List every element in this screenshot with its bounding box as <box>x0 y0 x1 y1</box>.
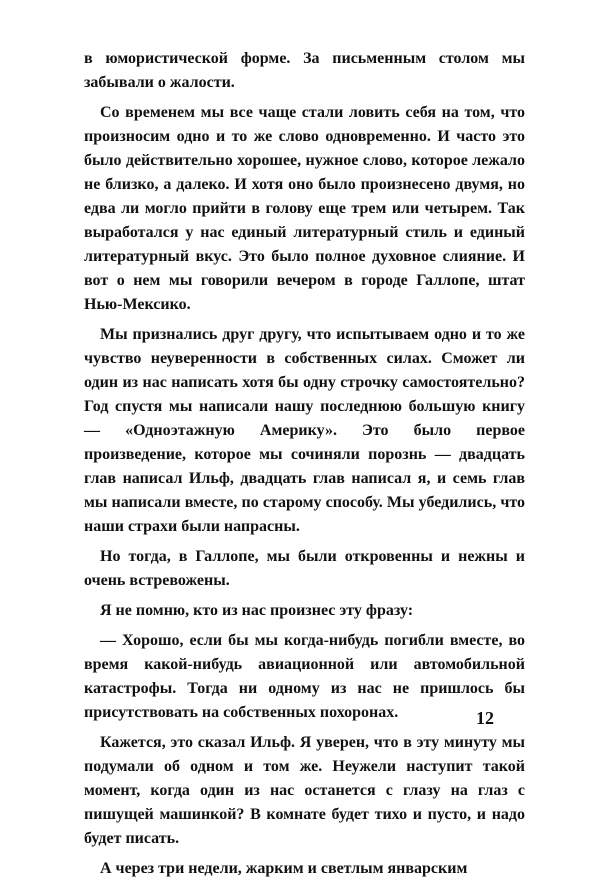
paragraph: Мы признались друг другу, что испытываем одно и то же чувство неуверенности в собственных силах. Сможет ли один из нас написать хотя бы одну строчку самостоятельно? Год спустя мы написали нашу последнюю большую книгу — «Одноэтажную Америку». Это было первое произведение, которое мы сочиняли порознь — двадцать глав написал Ильф, двадцать глав написал я, и семь глав мы написали вместе, по старому способу. Мы убедились, что наши страхи были напрасны. <box>84 326 525 535</box>
paragraph: в юмористической форме. За письменным столом мы забывали о жалости. <box>84 50 525 91</box>
paragraph: Но тогда, в Галлопе, мы были откровенны и нежны и очень встревожены. <box>84 548 525 589</box>
paragraph: А через три недели, жарким и светлым январским <box>100 860 468 877</box>
paragraph: — Хорошо, если бы мы когда-нибудь погибли вместе, во время какой-нибудь авиационной или автомобильной катастрофы. Тогда ни одному из нас не пришлось бы присутствовать на собственных похоронах. <box>84 632 525 721</box>
body-text <box>84 47 525 881</box>
paragraph: Я не помню, кто из нас произнес эту фразу: <box>100 602 414 619</box>
paragraph: Кажется, это сказал Ильф. Я уверен, что в эту минуту мы подумали об одном и том же. Неужели наступит такой момент, когда один из нас останется с глазу на глаз с пишущей машинкой? В комнате будет тихо и пусто, и надо будет писать. <box>84 734 525 847</box>
paragraph: Со временем мы все чаще стали ловить себя на том, что произносим одно и то же слово одновременно. И часто это было действительно хорошее, нужное слово, которое лежало не близко, а далеко. И хотя оно было произнесено двумя, но едва ли могло прийти в голову еще трем или четырем. Так выработался у нас единый литературный стиль и единый литературный вкус. Это было полное духовное слияние. И вот о нем мы говорили вечером в городе Галлопе, штат Нью-Мексико. <box>84 104 525 313</box>
page-number: 12 <box>476 708 494 728</box>
